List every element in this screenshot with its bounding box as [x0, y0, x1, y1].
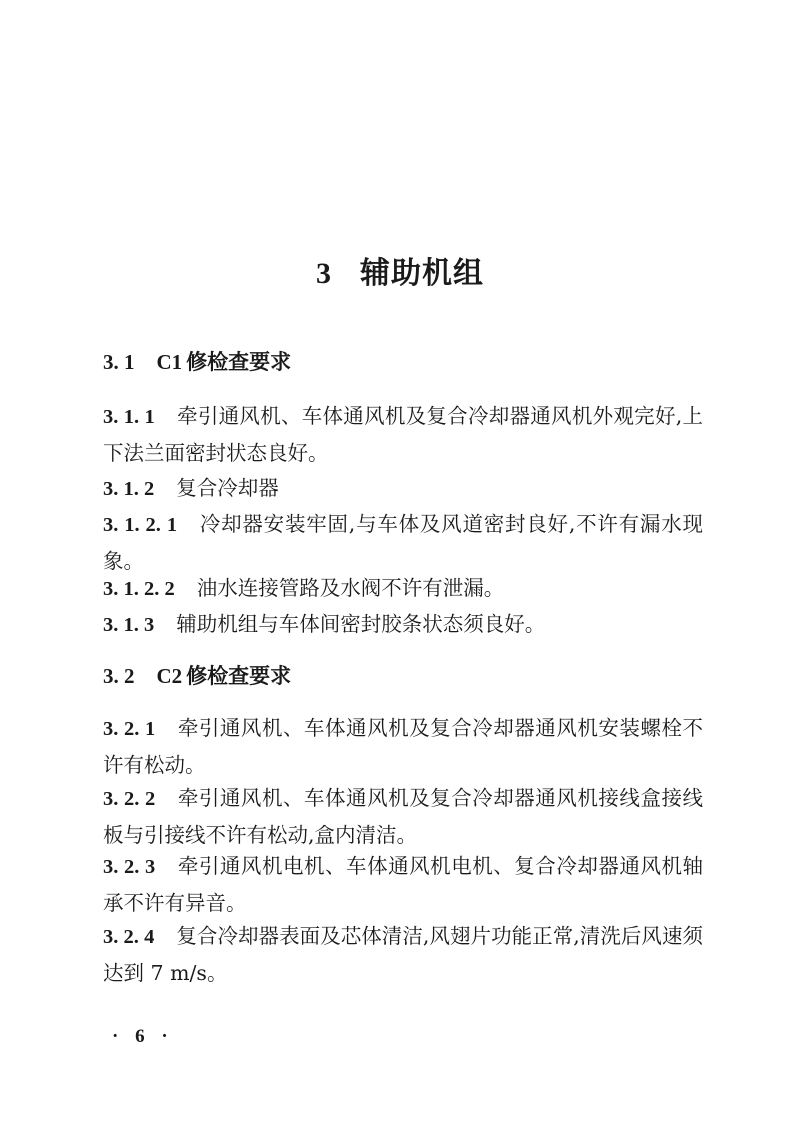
- section-number: 3. 1: [103, 350, 135, 374]
- page-number: · 6 ·: [112, 1026, 174, 1047]
- clause-text: 牵引通风机、车体通风机及复合冷却器通风机外观完好,上下法兰面密封状态良好。: [103, 404, 704, 465]
- clause-number: 3. 2. 1: [103, 718, 156, 740]
- clause-number: 3. 2. 2: [103, 788, 156, 810]
- clause-3-2-2: [103, 780, 703, 853]
- section-heading-3-1: [103, 346, 291, 376]
- clause-text: 复合冷却器表面及芯体清洁,风翅片功能正常,清洗后风速须达到 7 m/s。: [103, 924, 704, 985]
- clause-text: 牵引通风机、车体通风机及复合冷却器通风机接线盒接线板与引接线不许有松动,盒内清洁。: [103, 786, 704, 847]
- clause-3-1-2: [103, 470, 703, 507]
- clause-text: 牵引通风机、车体通风机及复合冷却器通风机安装螺栓不许有松动。: [103, 716, 704, 777]
- section-code: C1: [156, 350, 183, 374]
- section-title: 修检查要求: [186, 350, 292, 374]
- clause-text: 辅助机组与车体间密封胶条状态须良好。: [176, 612, 546, 636]
- clause-number: 3. 1. 2. 2: [103, 578, 175, 600]
- clause-text: 复合冷却器: [176, 476, 279, 500]
- clause-text: 牵引通风机电机、车体通风机电机、复合冷却器通风机轴承不许有异音。: [103, 854, 704, 915]
- clause-number: 3. 1. 1: [103, 406, 155, 428]
- section-heading-3-2: [103, 660, 291, 690]
- chapter-title: [0, 248, 800, 292]
- clause-text: 油水连接管路及水阀不许有泄漏。: [196, 576, 505, 600]
- clause-3-2-4: [103, 918, 703, 991]
- clause-3-2-3: [103, 848, 703, 921]
- clause-number: 3. 1. 3: [103, 614, 155, 636]
- clause-3-1-2-1: [103, 506, 703, 579]
- clause-number: 3. 2. 4: [103, 926, 155, 948]
- clause-3-1-3: [103, 606, 703, 643]
- section-number: 3. 2: [103, 664, 135, 688]
- chapter-title-text: 辅助机组: [360, 256, 484, 291]
- section-code: C2: [156, 664, 183, 688]
- clause-3-2-1: [103, 710, 703, 783]
- clause-3-1-2-2: [103, 570, 703, 607]
- section-title: 修检查要求: [186, 664, 292, 688]
- clause-number: 3. 1. 2: [103, 478, 155, 500]
- clause-text: 冷却器安装牢固,与车体及风道密封良好,不许有漏水现象。: [103, 512, 703, 573]
- clause-number: 3. 2. 3: [103, 856, 156, 878]
- clause-number: 3. 1. 2. 1: [103, 514, 178, 536]
- chapter-number: 3: [316, 257, 332, 290]
- clause-3-1-1: [103, 398, 703, 471]
